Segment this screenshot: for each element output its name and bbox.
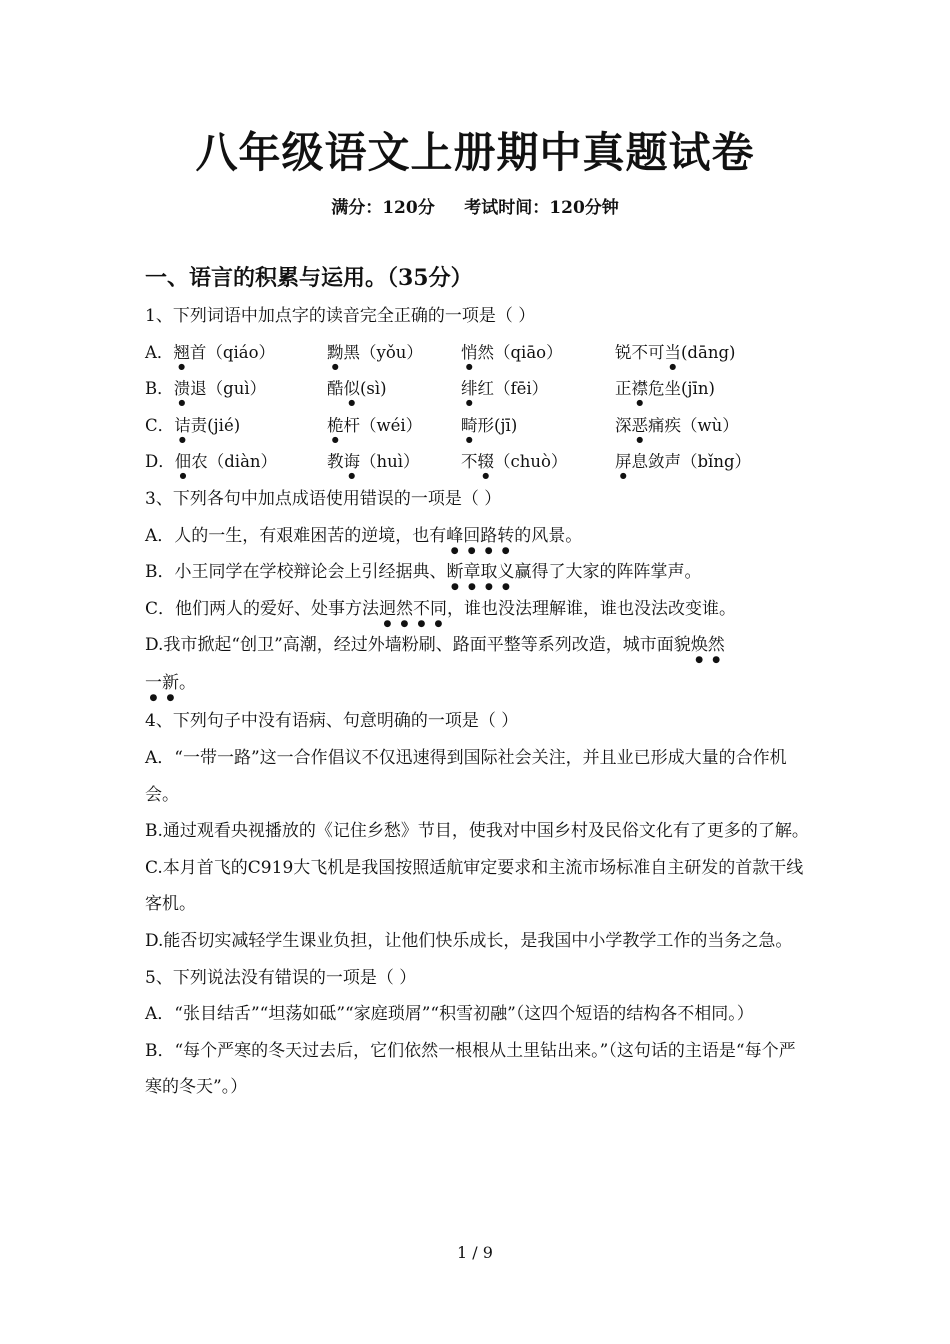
option-cell: 屏息敛声（bǐng） (615, 452, 752, 472)
option-text: C．他们两人的爱好、处事方法 (145, 598, 380, 619)
dotted-idiom: 一新 (145, 673, 179, 694)
score-time-info: 满分：120分 考试时间：120分钟 (331, 198, 619, 218)
question-4-option-c: C.本月首飞的C919大飞机是我国按照适航审定要求和主流市场标准自主研发的首款干线客机。 (145, 857, 804, 915)
option-cell: 不辍（chuò） (461, 452, 568, 472)
section-heading: 一、语言的积累与运用。（35分） (145, 265, 473, 291)
option-cell: C．诘责(jié) (145, 415, 241, 435)
question-1-option-d (145, 444, 810, 481)
option-cell: 深恶痛疾（wù） (615, 415, 739, 435)
question-5-option-a: A．“张目结舌”“坦荡如砥”“家庭琐屑”“积雪初融”（这四个短语的结构各不相同。） (145, 1004, 754, 1025)
question-5-stem: 5、下列说法没有错误的一项是（ ） (145, 967, 417, 988)
question-1-option-c (145, 408, 810, 445)
option-text: A．人的一生，有艰难困苦的逆境，也有 (145, 525, 447, 546)
question-5-option-b: B．“每个严寒的冬天过去后，它们依然一根根从土里钻出来。”（这句话的主语是“每个严寒的冬天”。） (145, 1040, 796, 1098)
question-3-option-b (145, 554, 810, 591)
dotted-idiom: 焕然 (690, 635, 725, 656)
option-cell: 桅杆（wéi） (327, 415, 423, 435)
option-text: 赢得了大家的阵阵掌声。 (514, 562, 702, 583)
option-cell: 锐不可当(dāng) (615, 342, 736, 362)
option-text: ，谁也没法理解谁，谁也没法改变谁。 (447, 598, 737, 619)
page-number: 1 / 9 (457, 1243, 493, 1262)
question-1-option-b (145, 371, 810, 408)
option-cell: 黝黑（yǒu） (327, 342, 423, 362)
option-text: B．小王同学在学校辩论会上引经据典、 (145, 562, 447, 583)
option-cell: A．翘首（qiáo） (145, 342, 276, 362)
dotted-idiom: 迥然不同 (379, 598, 448, 619)
option-text: 的风景。 (514, 525, 583, 546)
option-text: 。 (179, 673, 196, 694)
question-4-option-d: D.能否切实减轻学生课业负担，让他们快乐成长，是我国中小学教学工作的当务之急。 (145, 930, 793, 951)
option-cell: 绯红（fēi） (461, 379, 549, 399)
option-cell: 畸形(jī) (461, 415, 518, 435)
question-1-option-a (145, 335, 810, 372)
option-cell: 酷似(sì) (327, 379, 387, 399)
option-cell: D．佃农（diàn） (145, 452, 278, 472)
question-3-option-c (145, 591, 810, 628)
question-3-option-a (145, 518, 810, 555)
dotted-idiom: 断章取义 (446, 562, 515, 583)
option-cell: 正襟危坐(jīn) (615, 379, 715, 399)
page-title: 八年级语文上册期中真题试卷 (195, 128, 755, 177)
option-text: D.我市掀起“创卫”高潮，经过外墙粉刷、路面平整等系列改造，城市面貌 (145, 635, 691, 656)
dotted-idiom: 峰回路转 (446, 525, 515, 546)
exam-content (145, 258, 810, 1106)
question-3-option-d (145, 627, 810, 703)
option-cell: 教诲（huì） (327, 452, 420, 472)
question-4-stem: 4、下列句子中没有语病、句意明确的一项是（ ） (145, 711, 519, 732)
question-1-stem: 1、下列词语中加点字的读音完全正确的一项是（ ） (145, 306, 536, 326)
question-4-option-a: A．“一带一路”这一合作倡议不仅迅速得到国际社会关注，并且业已形成大量的合作机会。 (145, 747, 787, 805)
option-cell: B．溃退（guì） (145, 379, 267, 399)
question-4-option-b: B.通过观看央视播放的《记住乡愁》节目，使我对中国乡村及民俗文化有了更多的了解。 (145, 821, 809, 842)
question-3-stem: 3、下列各句中加点成语使用错误的一项是（ ） (145, 488, 502, 509)
option-cell: 悄然（qiāo） (461, 342, 563, 362)
